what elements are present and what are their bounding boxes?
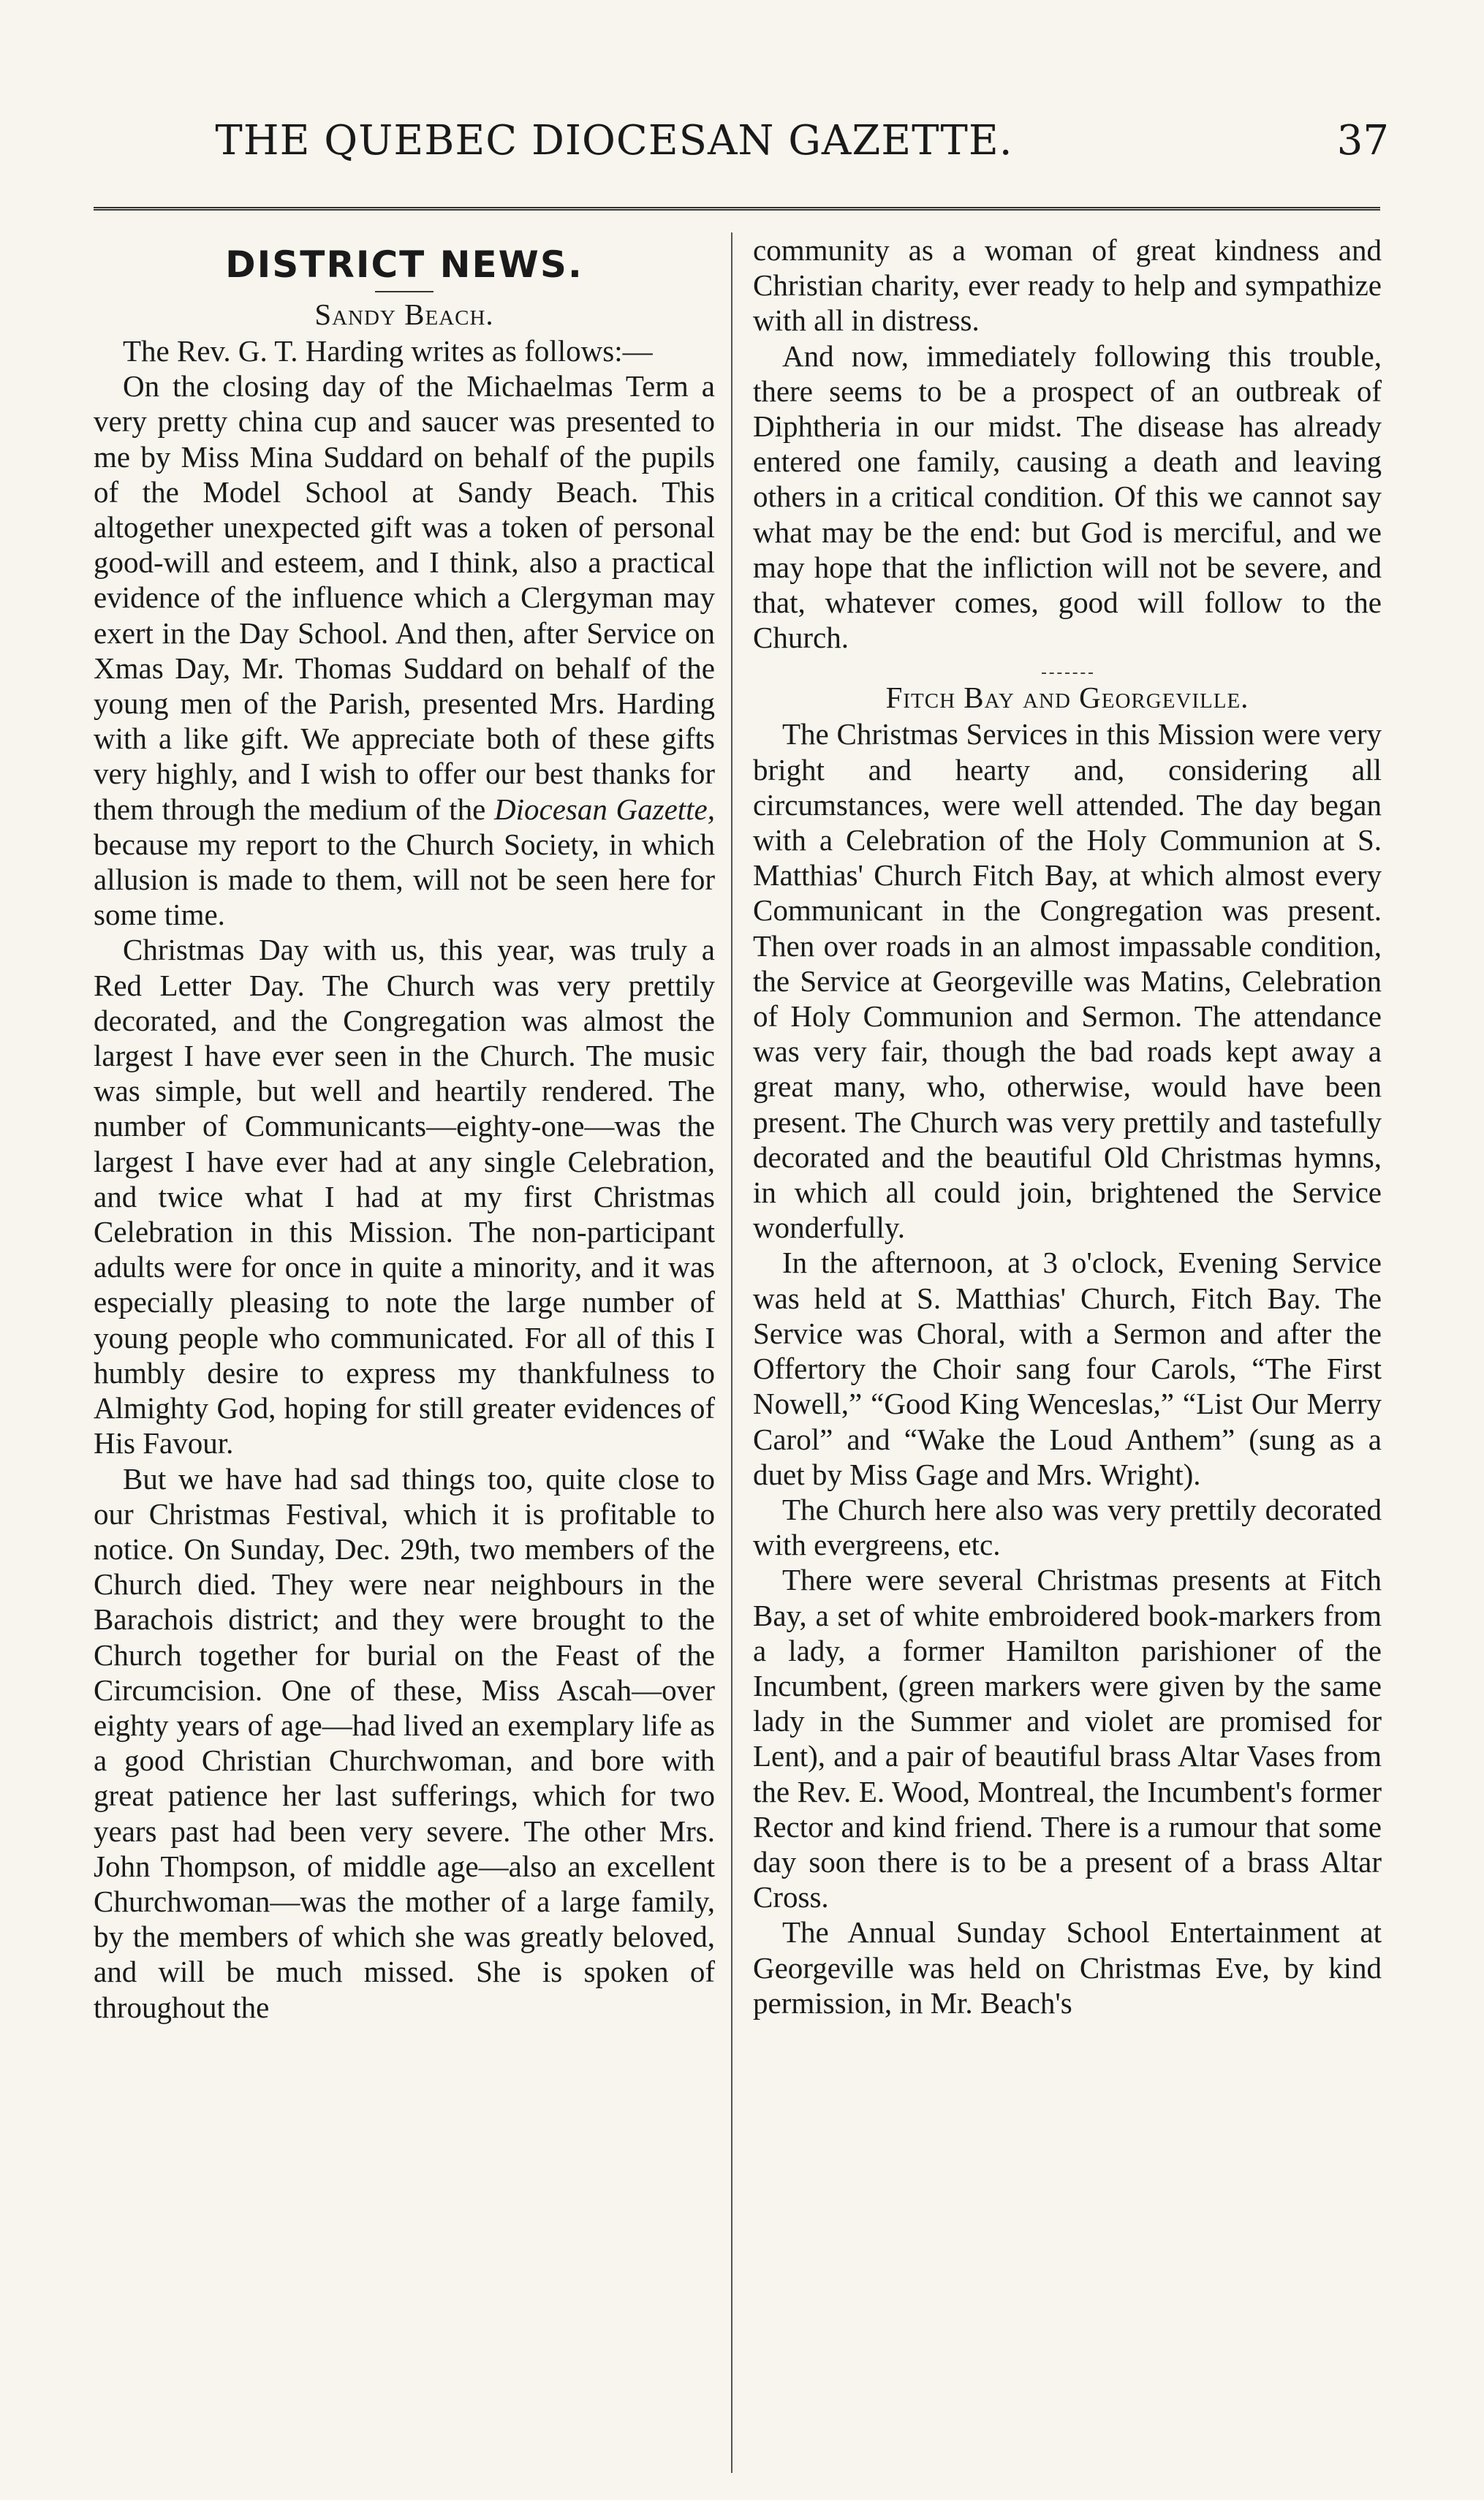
sandy-beach-heading: Sandy Beach. — [314, 298, 494, 331]
column-divider — [731, 232, 732, 2473]
sandy-beach-paragraph-1 — [94, 368, 715, 932]
right-column — [753, 232, 1382, 2020]
page-number: 37 — [1336, 117, 1389, 164]
running-head — [0, 110, 1484, 175]
fitch-bay-paragraph-1: The Christmas Services in this Mission were very bright and hearty and, considering all circumstances, were well attended. The day began with a Celebration of the Holy Communion at S. Matthias' Church Fitch Bay, at which almost every Communicant in the Congregation was present. Then over roads in an almost impassable condition, the Service at Georgeville was Matins, Celebration of Holy Communion and Sermon. The attendance was very fair, though the bad roads kept away a great many, who, otherwise, would have been present. The Church was very prettily and tastefully decorated and the beautiful Old Christmas hymns, in which all could join, brightened the Service wonderfully. — [753, 717, 1382, 1245]
sandy-beach-intro: The Rev. G. T. Harding writes as follows:— — [123, 334, 653, 368]
fitch-bay-paragraph-2: In the afternoon, at 3 o'clock, Evening Service was held at S. Matthias' Church, Fitch Bay. The Service was Choral, with a Sermon and after the Offertory the Choir sang four Carols, “The First Nowell,” “Good King Wenceslas,” “List Our Merry Carol” and “Wake the Loud Anthem” (sung as a duet by Miss Gage and Mrs. Wright). — [753, 1246, 1382, 1491]
fitch-bay-paragraph-5: The Annual Sunday School Entertainment at Georgeville was held on Christmas Eve, by kind permission, in Mr. Beach's — [753, 1915, 1382, 2020]
sandy-beach-paragraph-4: And now, immediately following this trouble, there seems to be a prospect of an outbreak of Diphtheria in our midst. The disease has already entered one family, causing a death and leaving others in a critical condition. Of this we cannot say what may be the end: but God is merciful, and we may hope that the infliction will not be severe, and that, whatever comes, good will follow to the Church. — [753, 338, 1382, 655]
fitch-bay-paragraph-3: The Church here also was very prettily decorated with evergreens, etc. — [753, 1492, 1382, 1562]
fitch-bay-paragraph-4: There were several Christmas presents at Fitch Bay, a set of white embroidered book-markers from a lady, a former Hamilton parishioner of the Incumbent, (green markers were given by the same lady in the Summer and violet are promised for Lent), and a pair of beautiful brass Altar Vases from the Rev. E. Wood, Montreal, the Incumbent's former Rector and kind friend. There is a rumour that some day soon there is to be a present of a brass Altar Cross. — [753, 1563, 1382, 1914]
sandy-beach-paragraph-3: But we have had sad things too, quite close to our Christmas Festival, which it is profitable to notice. On Sunday, Dec. 29th, two members of the Church died. They were near neighbours in the Barachois district; and they were brought to the Church together for burial on the Feast of the Circumcision. One of these, Miss Ascah—over eighty years of age—had lived an exemplary life as a good Christian Churchwoman, and bore with great patience her last sufferings, which for two years past had been very severe. The other Mrs. John Thompson, of middle age—also an excellent Churchwoman—was the mother of a large family, by the members of which she was greatly beloved, and will be much missed. She is spoken of throughout the — [94, 1461, 715, 2024]
paragraph-text: because my report to the Church Society, in which allusion is made to them, will not be seen here for some time. — [94, 827, 715, 932]
section-separator — [1042, 673, 1093, 674]
title-divider — [375, 291, 434, 292]
paragraph-text: On the closing day of the Michaelmas Term a very pretty china cup and saucer was presented to me by Miss Mina Suddard on behalf of the pupils of the Model School at Sandy Beach. This altogether unexpected gift was a token of personal good-will and esteem, and I think, also a practical evidence of the influence which a Clergyman may exert in the Day School. And then, after Service on Xmas Day, Mr. Thomas Suddard on behalf of the young men of the Parish, presented Mrs. Harding with a like gift. We appreciate both of these gifts very highly, and I wish to offer our best thanks for them through the medium of the — [94, 369, 715, 826]
gazette-title-italic: Diocesan Gazette, — [494, 792, 716, 826]
sandy-beach-paragraph-3-continued: community as a woman of great kindness and Christian charity, ever ready to help and sympathize with all in distress. — [753, 233, 1382, 338]
left-column — [94, 232, 715, 2025]
header-rule — [94, 207, 1380, 215]
sandy-beach-paragraph-2: Christmas Day with us, this year, was truly a Red Letter Day. The Church was very prettily decorated, and the Congregation was almost the largest I have ever seen in the Church. The music was simple, but well and heartily rendered. The number of Communicants—eighty-one—was the largest I have ever had at any single Celebration, and twice what I had at my first Christmas Celebration in this Mission. The non-participant adults were for once in quite a minority, and it was especially pleasing to note the large number of young people who communicated. For all of this I humbly desire to express my thankfulness to Almighty God, hoping for still greater evidences of His Favour. — [94, 933, 715, 1461]
fitch-bay-heading: Fitch Bay and Georgeville. — [885, 681, 1249, 715]
section-title: DISTRICT NEWS. — [225, 243, 583, 286]
running-title: THE QUEBEC DIOCESAN GAZETTE. — [215, 117, 1013, 164]
